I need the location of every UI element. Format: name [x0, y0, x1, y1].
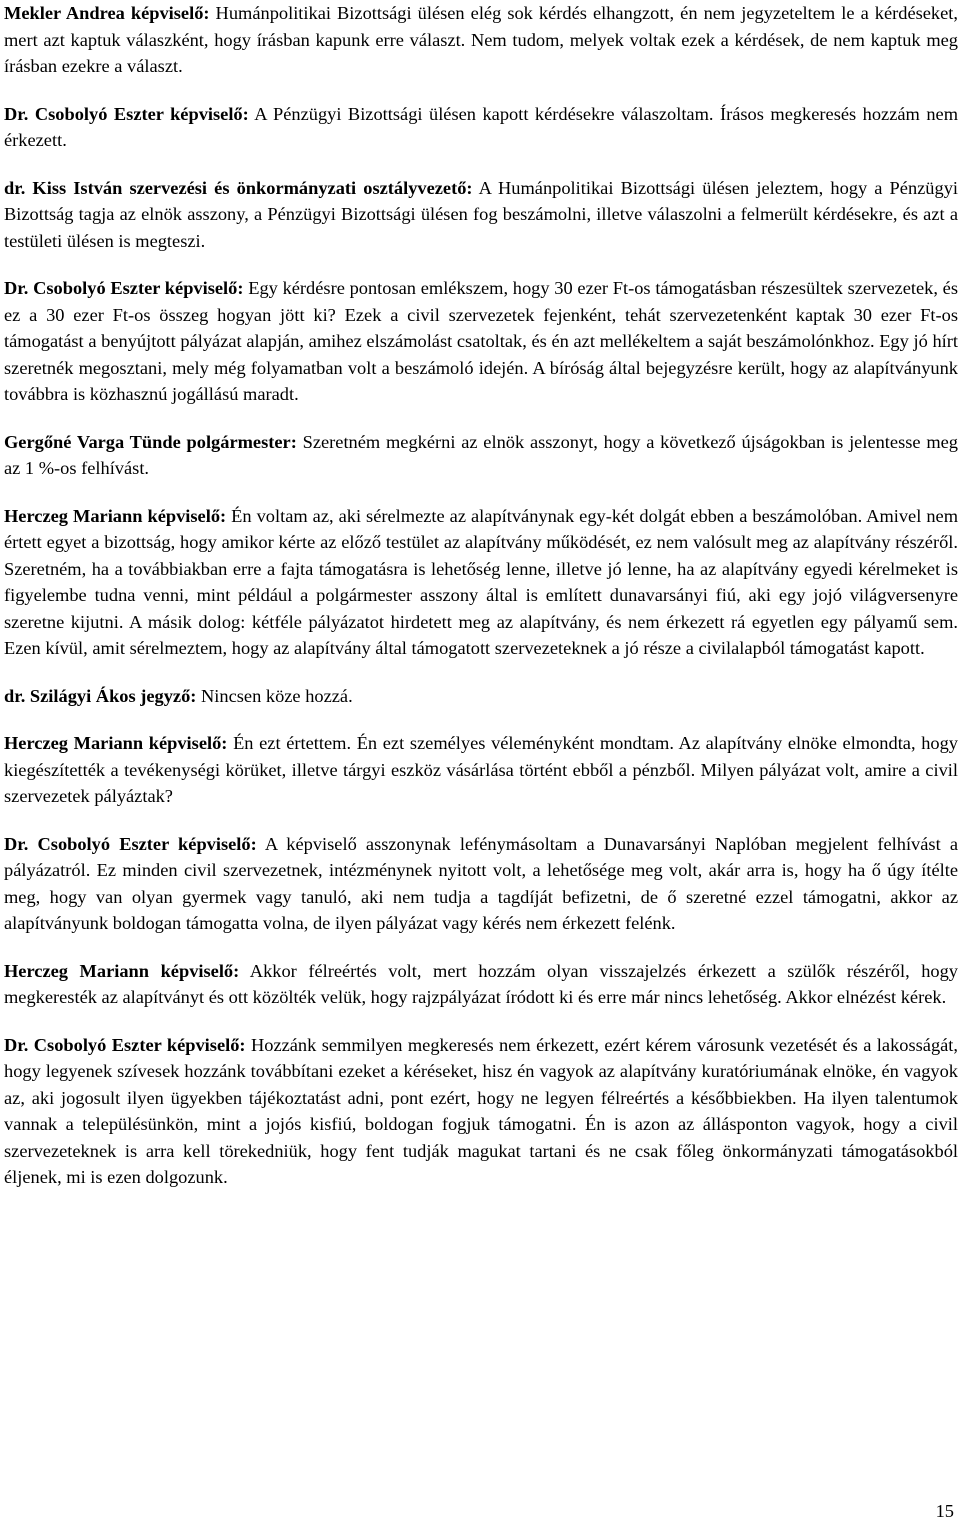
paragraph-text: Szeretném megkérni az elnök asszonyt, hogy a következő újságokban is jelentesse meg az 1 %-os felhívást. [4, 431, 958, 478]
speaker-name: Herczeg Mariann képviselő: [4, 733, 228, 753]
document-page [4, 0, 958, 1212]
paragraph-11 [4, 1032, 958, 1191]
paragraph-text: Nincsen köze hozzá. [196, 685, 353, 706]
paragraph-text: Egy kérdésre pontosan emlékszem, hogy 30 ezer Ft-os támogatásban részesültek szervezetek, és ez a 30 ezer Ft-os összeg hogyan jött ki? Ezek a civil szervezetek fejenként, tehát szervezetenként kaptak 30 ezer Ft-os támogatást a benyújtott pályázat alapján, amihez elszámolást csatoltak, és én azt mellékeltem a saját beszámolónkhoz. Egy jó hírt szeretnék megosztani, mely még folyamatban volt a beszámoló idején. A bíróság által bejegyzésre került, hogy az alapítványunk továbbra is közhasznú jogállású maradt. [4, 278, 958, 404]
paragraph-text: A képviselő asszonynak lefénymásoltam a Dunavarsányi Naplóban megjelent felhívást a pályázatról. Ez minden civil szervezetnek, intézménynek nyitott volt, a lehetősége meg volt, akár arra is, hogy ha ő úgy ítélte meg, hogy van olyan gyermek vagy tanuló, aki nem tudja a tagdíját befizetni, de ő szeretné ezzel támogatni, akkor az alapítványunk boldogan támogatta volna, de ilyen pályázat vagy kérés nem érkezett felénk. [4, 833, 958, 933]
paragraph-2 [4, 101, 958, 154]
paragraph-text: Hozzánk semmilyen megkeresés nem érkezett, ezért kérem városunk vezetését és a lakosságát, hogy legyenek szívesek hozzánk továbbítani ezeket a kéréseket, hisz én vagyok az alapítvány kuratóriumának elnöke, én vagyok az, aki jogosult ilyen ügyekben tájékoztatást adni, pont ezért, hogy ne legyen félreértés a későbbiekben. Ha ilyen talentumok vannak a településünkön, mint a jojós kisfiú, boldogan fogjuk támogatni. Én is azon az állásponton vagyok, hogy a civil szervezeteknek is arra kell törekedniük, hogy fent tudják magukat tartani és ne csak főleg önkormányzati támogatásokból éljenek, mi is ezen dolgozunk. [4, 1034, 959, 1187]
speaker-name: dr. Szilágyi Ákos jegyző: [4, 685, 197, 706]
paragraph-4 [4, 275, 958, 408]
paragraph-7 [4, 683, 958, 710]
speaker-name: Dr. Csobolyó Eszter képviselő: [4, 833, 257, 854]
speaker-name: Mekler Andrea képviselő: [4, 3, 210, 23]
paragraph-8 [4, 730, 958, 810]
paragraph-5 [4, 429, 958, 482]
speaker-name: Herczeg Mariann képviselő: [4, 505, 227, 526]
paragraph-3 [4, 175, 958, 255]
paragraph-text: Én ezt értettem. Én ezt személyes véleményként mondtam. Az alapítvány elnöke elmondta, hogy kiegészítették a tevékenységi körüket, illetve tárgyi eszköz vásárlása történt ebből a pénzből. Milyen pályázat volt, amire a civil szervezetek pályáztak? [4, 733, 958, 806]
paragraph-6 [4, 503, 958, 662]
speaker-name: Gergőné Varga Tünde polgármester: [4, 431, 297, 452]
speaker-name: Dr. Csobolyó Eszter képviselő: [4, 278, 244, 298]
paragraph-text: Humánpolitikai Bizottsági ülésen elég sok kérdés elhangzott, én nem jegyzeteltem le a kérdéseket, mert azt kaptuk válaszként, hogy írásban kapunk erre választ. Nem tudom, melyek voltak ezek a kérdések, de nem kaptuk meg írásban ezekre a választ. [4, 3, 958, 76]
speaker-name: Dr. Csobolyó Eszter képviselő: [4, 1034, 246, 1055]
speaker-name: Herczeg Mariann képviselő: [4, 960, 240, 981]
paragraph-10 [4, 958, 958, 1011]
paragraph-text: A Pénzügyi Bizottsági ülésen kapott kérdésekre válaszoltam. Írásos megkeresés hozzám nem érkezett. [4, 103, 959, 150]
speaker-name: Dr. Csobolyó Eszter képviselő: [4, 103, 249, 124]
paragraph-9 [4, 831, 958, 937]
paragraph-text: Akkor félreértés volt, mert hozzám olyan visszajelzés érkezett a szülők részéről, hogy megkeresték az alapítványt és ott közölték velük, hogy rajzpályázat íródott ki és erre már nincs lehetőség. Akkor elnézést kérek. [4, 960, 959, 1007]
page-number: 15 [935, 1501, 954, 1521]
paragraph-text: Én voltam az, aki sérelmezte az alapítványnak egy-két dolgát ebben a beszámolóban. Amivel nem értett egyet a bizottság, hogy amikor kérte az előző testület az alapítvány működését, ez nem valósult meg az alapítvány részéről. Szeretném, ha a továbbiakban erre a fajta támogatásra is lehetőség lenne, illetve jó lenne, ha az alapítvány egyedi kérelmeket is figyelembe tudna venni, mint például a polgármester asszony által is említett dunavarsányi fiú, aki egy jojó világversenyre szeretne kijutni. A másik dolog: kétféle pályázatot hirdetett meg az alapítvány, és nem érkezett rá egyetlen egy pályamű sem. Ezen kívül, amit sérelmeztem, hogy az alapítvány által támogatott szervezeteknek a jó része a civilalapból támogatást kapott. [4, 505, 958, 658]
speaker-name: dr. Kiss István szervezési és önkormányzati osztályvezető: [4, 177, 473, 198]
paragraph-text: A Humánpolitikai Bizottsági ülésen jeleztem, hogy a Pénzügyi Bizottság tagja az elnök asszony, a Pénzügyi Bizottsági ülésen fog beszámolni, illetve válaszolni a felmerült kérdésekre, és azt a testületi ülésen is megteszi. [4, 177, 959, 251]
paragraph-1 [4, 0, 958, 80]
